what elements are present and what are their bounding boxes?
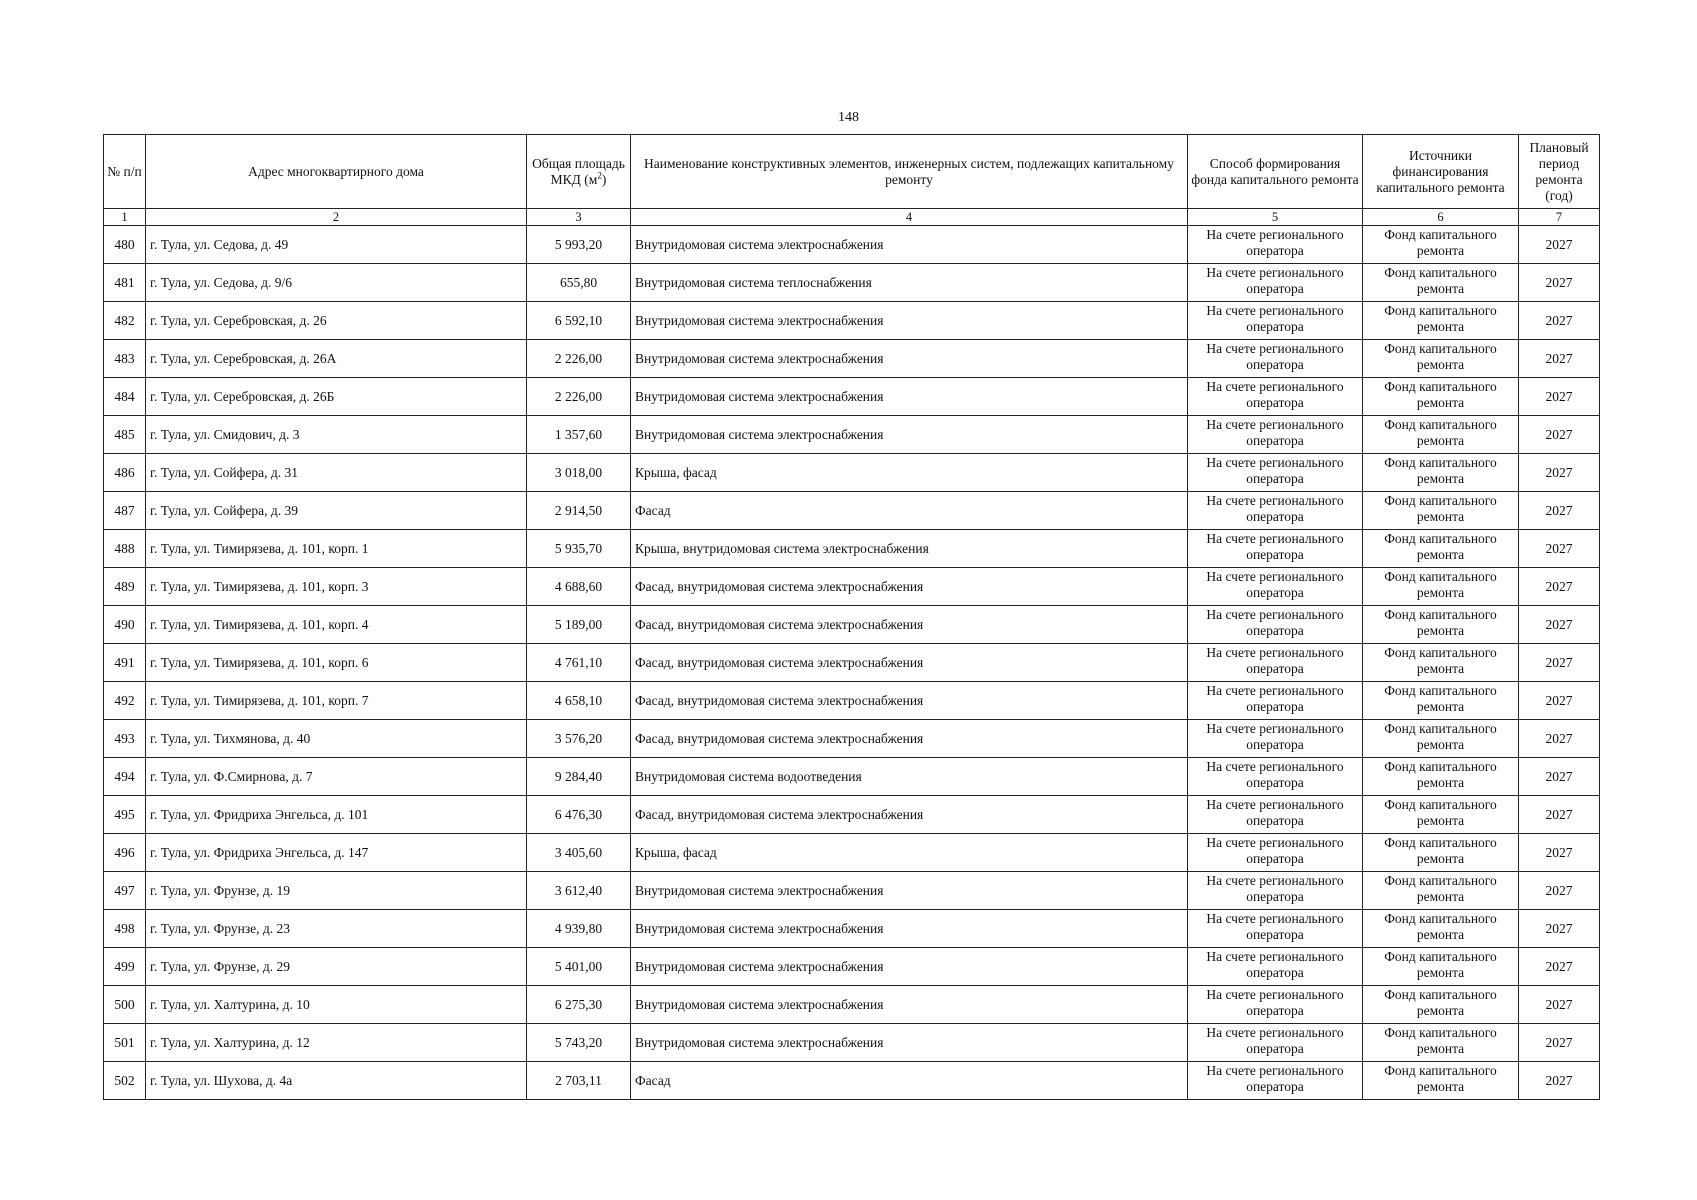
elements-cell: Фасад, внутридомовая система электроснабжения bbox=[631, 644, 1188, 682]
table-row bbox=[104, 606, 1600, 644]
row-number: 498 bbox=[104, 910, 146, 948]
elements-cell: Внутридомовая система электроснабжения bbox=[631, 1024, 1188, 1062]
area-cell: 9 284,40 bbox=[527, 758, 631, 796]
column-number: 3 bbox=[527, 209, 631, 226]
elements-cell: Фасад, внутридомовая система электроснабжения bbox=[631, 606, 1188, 644]
financing-source-cell: Фонд капитального ремонта bbox=[1363, 644, 1519, 682]
fund-method-cell: На счете регионального оператора bbox=[1188, 340, 1363, 378]
elements-cell: Фасад, внутридомовая система электроснабжения bbox=[631, 682, 1188, 720]
row-number: 483 bbox=[104, 340, 146, 378]
table-body bbox=[104, 226, 1600, 1100]
area-cell: 1 357,60 bbox=[527, 416, 631, 454]
row-number: 486 bbox=[104, 454, 146, 492]
header-address: Адрес многоквартирного дома bbox=[146, 135, 527, 209]
row-number: 484 bbox=[104, 378, 146, 416]
fund-method-cell: На счете регионального оператора bbox=[1188, 948, 1363, 986]
address-cell: г. Тула, ул. Сойфера, д. 39 bbox=[146, 492, 527, 530]
fund-method-cell: На счете регионального оператора bbox=[1188, 1024, 1363, 1062]
financing-source-cell: Фонд капитального ремонта bbox=[1363, 606, 1519, 644]
area-cell: 2 226,00 bbox=[527, 340, 631, 378]
financing-source-cell: Фонд капитального ремонта bbox=[1363, 1062, 1519, 1100]
fund-method-cell: На счете регионального оператора bbox=[1188, 834, 1363, 872]
table-row bbox=[104, 1062, 1600, 1100]
fund-method-cell: На счете регионального оператора bbox=[1188, 378, 1363, 416]
elements-cell: Внутридомовая система водоотведения bbox=[631, 758, 1188, 796]
planned-year-cell: 2027 bbox=[1519, 454, 1600, 492]
elements-cell: Фасад bbox=[631, 1062, 1188, 1100]
column-number: 2 bbox=[146, 209, 527, 226]
planned-year-cell: 2027 bbox=[1519, 644, 1600, 682]
page-number: 148 bbox=[838, 110, 859, 125]
financing-source-cell: Фонд капитального ремонта bbox=[1363, 264, 1519, 302]
planned-year-cell: 2027 bbox=[1519, 302, 1600, 340]
planned-year-cell: 2027 bbox=[1519, 378, 1600, 416]
row-number: 488 bbox=[104, 530, 146, 568]
financing-source-cell: Фонд капитального ремонта bbox=[1363, 910, 1519, 948]
row-number: 490 bbox=[104, 606, 146, 644]
fund-method-cell: На счете регионального оператора bbox=[1188, 492, 1363, 530]
table-row bbox=[104, 416, 1600, 454]
table-row bbox=[104, 226, 1600, 264]
area-cell: 4 761,10 bbox=[527, 644, 631, 682]
header-area bbox=[527, 135, 631, 209]
financing-source-cell: Фонд капитального ремонта bbox=[1363, 682, 1519, 720]
elements-cell: Фасад, внутридомовая система электроснабжения bbox=[631, 796, 1188, 834]
financing-source-cell: Фонд капитального ремонта bbox=[1363, 302, 1519, 340]
address-cell: г. Тула, ул. Серебровская, д. 26А bbox=[146, 340, 527, 378]
row-number: 489 bbox=[104, 568, 146, 606]
table-row bbox=[104, 644, 1600, 682]
column-number: 6 bbox=[1363, 209, 1519, 226]
planned-year-cell: 2027 bbox=[1519, 492, 1600, 530]
area-cell: 2 703,11 bbox=[527, 1062, 631, 1100]
address-cell: г. Тула, ул. Халтурина, д. 10 bbox=[146, 986, 527, 1024]
row-number: 491 bbox=[104, 644, 146, 682]
table-row bbox=[104, 530, 1600, 568]
row-number: 482 bbox=[104, 302, 146, 340]
area-cell: 4 939,80 bbox=[527, 910, 631, 948]
address-cell: г. Тула, ул. Седова, д. 49 bbox=[146, 226, 527, 264]
address-cell: г. Тула, ул. Смидович, д. 3 bbox=[146, 416, 527, 454]
column-numbers-row bbox=[104, 209, 1600, 226]
table-row bbox=[104, 834, 1600, 872]
planned-year-cell: 2027 bbox=[1519, 796, 1600, 834]
area-cell: 4 688,60 bbox=[527, 568, 631, 606]
financing-source-cell: Фонд капитального ремонта bbox=[1363, 720, 1519, 758]
planned-year-cell: 2027 bbox=[1519, 530, 1600, 568]
planned-year-cell: 2027 bbox=[1519, 1024, 1600, 1062]
area-cell: 5 993,20 bbox=[527, 226, 631, 264]
financing-source-cell: Фонд капитального ремонта bbox=[1363, 1024, 1519, 1062]
financing-source-cell: Фонд капитального ремонта bbox=[1363, 872, 1519, 910]
fund-method-cell: На счете регионального оператора bbox=[1188, 796, 1363, 834]
fund-method-cell: На счете регионального оператора bbox=[1188, 606, 1363, 644]
address-cell: г. Тула, ул. Тимирязева, д. 101, корп. 1 bbox=[146, 530, 527, 568]
header-elements: Наименование конструктивных элементов, инженерных систем, подлежащих капитальному ремонту bbox=[631, 135, 1188, 209]
address-cell: г. Тула, ул. Серебровская, д. 26 bbox=[146, 302, 527, 340]
header-row-number: № п/п bbox=[104, 135, 146, 209]
planned-year-cell: 2027 bbox=[1519, 606, 1600, 644]
planned-year-cell: 2027 bbox=[1519, 264, 1600, 302]
fund-method-cell: На счете регионального оператора bbox=[1188, 682, 1363, 720]
table-row bbox=[104, 872, 1600, 910]
address-cell: г. Тула, ул. Фрунзе, д. 29 bbox=[146, 948, 527, 986]
planned-year-cell: 2027 bbox=[1519, 682, 1600, 720]
table-row bbox=[104, 682, 1600, 720]
elements-cell: Фасад bbox=[631, 492, 1188, 530]
area-cell: 5 189,00 bbox=[527, 606, 631, 644]
elements-cell: Внутридомовая система электроснабжения bbox=[631, 416, 1188, 454]
area-cell: 3 018,00 bbox=[527, 454, 631, 492]
repair-program-table bbox=[103, 134, 1600, 1100]
fund-method-cell: На счете регионального оператора bbox=[1188, 568, 1363, 606]
header-area-label: Общая площадь МКД (м bbox=[532, 155, 625, 187]
address-cell: г. Тула, ул. Фрунзе, д. 23 bbox=[146, 910, 527, 948]
header-financing-source: Источники финансирования капитального ремонта bbox=[1363, 135, 1519, 209]
financing-source-cell: Фонд капитального ремонта bbox=[1363, 340, 1519, 378]
address-cell: г. Тула, ул. Шухова, д. 4а bbox=[146, 1062, 527, 1100]
address-cell: г. Тула, ул. Фридриха Энгельса, д. 101 bbox=[146, 796, 527, 834]
financing-source-cell: Фонд капитального ремонта bbox=[1363, 226, 1519, 264]
elements-cell: Внутридомовая система электроснабжения bbox=[631, 226, 1188, 264]
fund-method-cell: На счете регионального оператора bbox=[1188, 720, 1363, 758]
financing-source-cell: Фонд капитального ремонта bbox=[1363, 834, 1519, 872]
fund-method-cell: На счете регионального оператора bbox=[1188, 302, 1363, 340]
row-number: 485 bbox=[104, 416, 146, 454]
row-number: 487 bbox=[104, 492, 146, 530]
fund-method-cell: На счете регионального оператора bbox=[1188, 530, 1363, 568]
area-cell: 2 226,00 bbox=[527, 378, 631, 416]
planned-year-cell: 2027 bbox=[1519, 1062, 1600, 1100]
elements-cell: Фасад, внутридомовая система электроснабжения bbox=[631, 568, 1188, 606]
financing-source-cell: Фонд капитального ремонта bbox=[1363, 416, 1519, 454]
row-number: 495 bbox=[104, 796, 146, 834]
planned-year-cell: 2027 bbox=[1519, 834, 1600, 872]
area-cell: 6 275,30 bbox=[527, 986, 631, 1024]
row-number: 493 bbox=[104, 720, 146, 758]
address-cell: г. Тула, ул. Тимирязева, д. 101, корп. 4 bbox=[146, 606, 527, 644]
area-cell: 4 658,10 bbox=[527, 682, 631, 720]
table-row bbox=[104, 340, 1600, 378]
row-number: 494 bbox=[104, 758, 146, 796]
table-row bbox=[104, 492, 1600, 530]
planned-year-cell: 2027 bbox=[1519, 910, 1600, 948]
financing-source-cell: Фонд капитального ремонта bbox=[1363, 530, 1519, 568]
address-cell: г. Тула, ул. Серебровская, д. 26Б bbox=[146, 378, 527, 416]
area-cell: 3 576,20 bbox=[527, 720, 631, 758]
area-cell: 5 935,70 bbox=[527, 530, 631, 568]
address-cell: г. Тула, ул. Фридриха Энгельса, д. 147 bbox=[146, 834, 527, 872]
address-cell: г. Тула, ул. Тимирязева, д. 101, корп. 7 bbox=[146, 682, 527, 720]
area-cell: 5 401,00 bbox=[527, 948, 631, 986]
table-row bbox=[104, 758, 1600, 796]
row-number: 502 bbox=[104, 1062, 146, 1100]
table-row bbox=[104, 948, 1600, 986]
area-cell: 3 612,40 bbox=[527, 872, 631, 910]
header-area-superscript: 2 bbox=[597, 170, 602, 180]
fund-method-cell: На счете регионального оператора bbox=[1188, 264, 1363, 302]
address-cell: г. Тула, ул. Тимирязева, д. 101, корп. 3 bbox=[146, 568, 527, 606]
column-number: 7 bbox=[1519, 209, 1600, 226]
row-number: 500 bbox=[104, 986, 146, 1024]
table-row bbox=[104, 1024, 1600, 1062]
planned-year-cell: 2027 bbox=[1519, 416, 1600, 454]
elements-cell: Фасад, внутридомовая система электроснабжения bbox=[631, 720, 1188, 758]
fund-method-cell: На счете регионального оператора bbox=[1188, 1062, 1363, 1100]
area-cell: 2 914,50 bbox=[527, 492, 631, 530]
table-row bbox=[104, 796, 1600, 834]
table-row bbox=[104, 302, 1600, 340]
planned-year-cell: 2027 bbox=[1519, 720, 1600, 758]
fund-method-cell: На счете регионального оператора bbox=[1188, 910, 1363, 948]
table-row bbox=[104, 986, 1600, 1024]
planned-year-cell: 2027 bbox=[1519, 226, 1600, 264]
header-area-close: ) bbox=[601, 171, 607, 187]
area-cell: 6 476,30 bbox=[527, 796, 631, 834]
address-cell: г. Тула, ул. Тихмянова, д. 40 bbox=[146, 720, 527, 758]
table-row bbox=[104, 378, 1600, 416]
elements-cell: Внутридомовая система электроснабжения bbox=[631, 302, 1188, 340]
row-number: 501 bbox=[104, 1024, 146, 1062]
column-number: 1 bbox=[104, 209, 146, 226]
planned-year-cell: 2027 bbox=[1519, 568, 1600, 606]
row-number: 480 bbox=[104, 226, 146, 264]
table-row bbox=[104, 720, 1600, 758]
row-number: 499 bbox=[104, 948, 146, 986]
address-cell: г. Тула, ул. Ф.Смирнова, д. 7 bbox=[146, 758, 527, 796]
planned-year-cell: 2027 bbox=[1519, 872, 1600, 910]
table-row bbox=[104, 264, 1600, 302]
elements-cell: Внутридомовая система электроснабжения bbox=[631, 378, 1188, 416]
elements-cell: Внутридомовая система электроснабжения bbox=[631, 986, 1188, 1024]
fund-method-cell: На счете регионального оператора bbox=[1188, 454, 1363, 492]
column-number: 5 bbox=[1188, 209, 1363, 226]
financing-source-cell: Фонд капитального ремонта bbox=[1363, 758, 1519, 796]
planned-year-cell: 2027 bbox=[1519, 986, 1600, 1024]
fund-method-cell: На счете регионального оператора bbox=[1188, 226, 1363, 264]
row-number: 481 bbox=[104, 264, 146, 302]
financing-source-cell: Фонд капитального ремонта bbox=[1363, 986, 1519, 1024]
header-fund-method: Способ формирования фонда капитального ремонта bbox=[1188, 135, 1363, 209]
fund-method-cell: На счете регионального оператора bbox=[1188, 986, 1363, 1024]
financing-source-cell: Фонд капитального ремонта bbox=[1363, 948, 1519, 986]
elements-cell: Внутридомовая система электроснабжения bbox=[631, 948, 1188, 986]
elements-cell: Крыша, внутридомовая система электроснабжения bbox=[631, 530, 1188, 568]
planned-year-cell: 2027 bbox=[1519, 948, 1600, 986]
elements-cell: Внутридомовая система электроснабжения bbox=[631, 872, 1188, 910]
address-cell: г. Тула, ул. Тимирязева, д. 101, корп. 6 bbox=[146, 644, 527, 682]
financing-source-cell: Фонд капитального ремонта bbox=[1363, 796, 1519, 834]
financing-source-cell: Фонд капитального ремонта bbox=[1363, 492, 1519, 530]
area-cell: 6 592,10 bbox=[527, 302, 631, 340]
fund-method-cell: На счете регионального оператора bbox=[1188, 872, 1363, 910]
table-row bbox=[104, 568, 1600, 606]
elements-cell: Крыша, фасад bbox=[631, 834, 1188, 872]
row-number: 496 bbox=[104, 834, 146, 872]
planned-year-cell: 2027 bbox=[1519, 340, 1600, 378]
elements-cell: Внутридомовая система электроснабжения bbox=[631, 340, 1188, 378]
financing-source-cell: Фонд капитального ремонта bbox=[1363, 454, 1519, 492]
table-header bbox=[104, 135, 1600, 226]
address-cell: г. Тула, ул. Сойфера, д. 31 bbox=[146, 454, 527, 492]
header-planned-period: Плановый период ремонта (год) bbox=[1519, 135, 1600, 209]
area-cell: 5 743,20 bbox=[527, 1024, 631, 1062]
elements-cell: Внутридомовая система теплоснабжения bbox=[631, 264, 1188, 302]
row-number: 492 bbox=[104, 682, 146, 720]
table-row bbox=[104, 910, 1600, 948]
elements-cell: Внутридомовая система электроснабжения bbox=[631, 910, 1188, 948]
planned-year-cell: 2027 bbox=[1519, 758, 1600, 796]
fund-method-cell: На счете регионального оператора bbox=[1188, 758, 1363, 796]
address-cell: г. Тула, ул. Фрунзе, д. 19 bbox=[146, 872, 527, 910]
financing-source-cell: Фонд капитального ремонта bbox=[1363, 378, 1519, 416]
area-cell: 3 405,60 bbox=[527, 834, 631, 872]
fund-method-cell: На счете регионального оператора bbox=[1188, 416, 1363, 454]
area-cell: 655,80 bbox=[527, 264, 631, 302]
address-cell: г. Тула, ул. Седова, д. 9/6 bbox=[146, 264, 527, 302]
column-number: 4 bbox=[631, 209, 1188, 226]
elements-cell: Крыша, фасад bbox=[631, 454, 1188, 492]
address-cell: г. Тула, ул. Халтурина, д. 12 bbox=[146, 1024, 527, 1062]
financing-source-cell: Фонд капитального ремонта bbox=[1363, 568, 1519, 606]
fund-method-cell: На счете регионального оператора bbox=[1188, 644, 1363, 682]
table-row bbox=[104, 454, 1600, 492]
row-number: 497 bbox=[104, 872, 146, 910]
